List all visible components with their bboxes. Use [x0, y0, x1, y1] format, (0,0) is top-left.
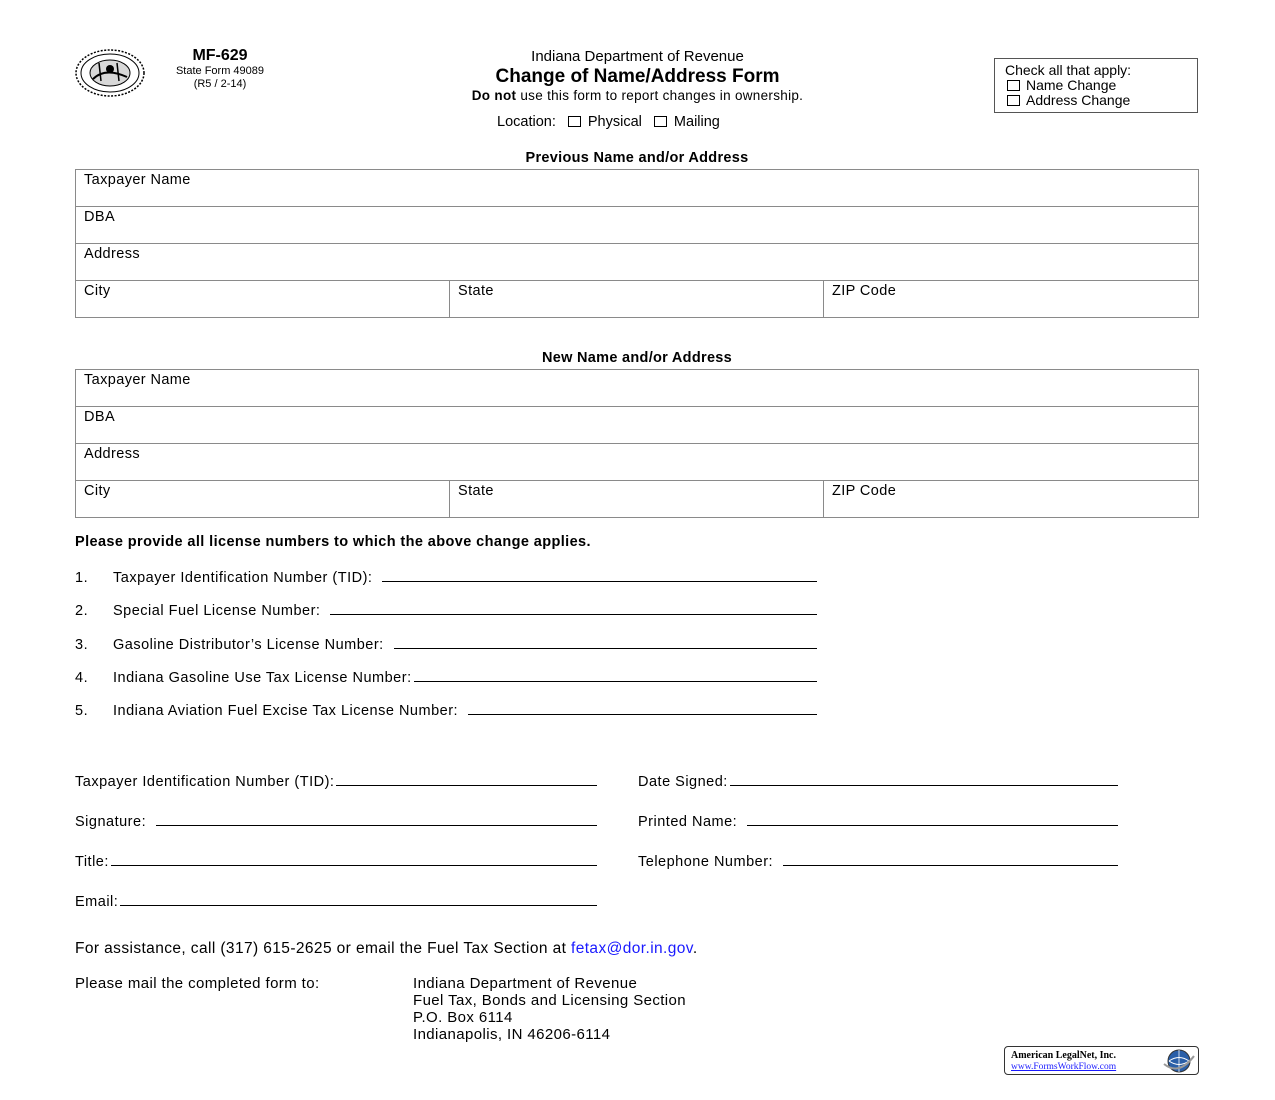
license-item — [75, 634, 817, 653]
new-section-title: New Name and/or Address — [541, 350, 733, 366]
new-zip-field[interactable]: ZIP Code — [824, 481, 1199, 518]
license-item — [75, 700, 817, 719]
legalnet-name: American LegalNet, Inc. — [1011, 1050, 1116, 1061]
address-change-label: Address Change — [1026, 92, 1131, 108]
form-note — [400, 88, 875, 104]
assistance-text — [75, 940, 698, 958]
license-number: 2. — [75, 603, 89, 619]
mailing-line: Fuel Tax, Bonds and Licensing Section — [413, 992, 687, 1009]
license-label: Taxpayer Identification Number (TID): — [113, 570, 373, 586]
special-fuel-license-line[interactable] — [330, 600, 817, 615]
title — [75, 851, 597, 870]
date-signed-label: Date Signed: — [638, 774, 728, 790]
email-line[interactable] — [120, 891, 597, 906]
signature-label: Signature: — [75, 814, 147, 830]
license-label: Indiana Gasoline Use Tax License Number: — [113, 670, 412, 686]
email — [75, 891, 597, 910]
license-item — [75, 667, 817, 686]
new-dba-field[interactable]: DBA — [76, 407, 1199, 444]
mailing-line: P.O. Box 6114 — [413, 1009, 513, 1026]
legalnet-url[interactable]: www.FormsWorkFlow.com — [1011, 1062, 1117, 1072]
title-line[interactable] — [111, 851, 597, 866]
signature — [75, 811, 597, 830]
date-signed-line[interactable] — [730, 771, 1118, 786]
form-title: Change of Name/Address Form — [495, 66, 780, 87]
assistance-period: . — [692, 940, 698, 957]
telephone-label: Telephone Number: — [638, 854, 774, 870]
location-label: Location: — [497, 114, 556, 130]
previous-section-title: Previous Name and/or Address — [525, 150, 749, 166]
previous-dba-field[interactable]: DBA — [76, 207, 1199, 244]
note-bold: Do not — [471, 88, 517, 103]
new-address-table — [75, 369, 1199, 518]
printed-name-label: Printed Name: — [638, 814, 738, 830]
license-number: 5. — [75, 703, 89, 719]
form-revision: (R5 / 2-14) — [193, 78, 247, 90]
tid-license-line[interactable] — [382, 567, 817, 582]
signature-tid — [75, 771, 597, 790]
title-label: Title: — [75, 854, 109, 870]
new-taxpayer-name-field[interactable]: Taxpayer Name — [76, 370, 1199, 407]
change-type-heading: Check all that apply: — [1005, 62, 1132, 78]
name-change-label: Name Change — [1026, 77, 1117, 93]
state-seal-icon — [75, 49, 145, 97]
mail-label: Please mail the completed form to: — [75, 975, 320, 992]
physical-checkbox[interactable] — [568, 116, 581, 127]
signature-tid-line[interactable] — [336, 771, 597, 786]
assistance-message: For assistance, call (317) 615-2625 or email the Fuel Tax Section at — [75, 940, 571, 957]
license-label: Indiana Aviation Fuel Excise Tax License Number: — [113, 703, 459, 719]
license-item — [75, 600, 817, 619]
assistance-email-link[interactable]: fetax@dor.in.gov — [571, 940, 693, 957]
license-number: 3. — [75, 637, 89, 653]
form-number: MF-629 — [192, 47, 248, 64]
location-mailing-option[interactable] — [654, 114, 720, 130]
previous-taxpayer-name-field[interactable]: Taxpayer Name — [76, 170, 1199, 207]
mailing-checkbox[interactable] — [654, 116, 667, 127]
new-city-field[interactable]: City — [76, 481, 450, 518]
previous-city-field[interactable]: City — [76, 281, 450, 318]
email-label: Email: — [75, 894, 119, 910]
state-form-number: State Form 49089 — [175, 65, 265, 77]
license-label: Special Fuel License Number: — [113, 603, 321, 619]
new-state-field[interactable]: State — [450, 481, 824, 518]
previous-zip-field[interactable]: ZIP Code — [824, 281, 1199, 318]
physical-label: Physical — [587, 114, 642, 130]
printed-name — [638, 811, 1118, 830]
mailing-line: Indiana Department of Revenue — [413, 975, 638, 992]
signature-line[interactable] — [156, 811, 597, 826]
telephone — [638, 851, 1118, 870]
aviation-fuel-license-line[interactable] — [468, 700, 817, 715]
globe-icon — [1161, 1048, 1195, 1074]
form-id-block — [160, 47, 280, 91]
note-rest: use this form to report changes in ownership. — [516, 88, 804, 103]
telephone-line[interactable] — [783, 851, 1118, 866]
date-signed — [638, 771, 1118, 790]
department-name: Indiana Department of Revenue — [531, 48, 744, 65]
previous-address-table — [75, 169, 1199, 318]
address-change-option[interactable] — [1005, 93, 1187, 108]
previous-address-field[interactable]: Address — [76, 244, 1199, 281]
mailing-line: Indianapolis, IN 46206-6114 — [413, 1026, 611, 1043]
location-physical-option[interactable] — [568, 114, 642, 130]
location-selector — [497, 114, 720, 130]
license-item — [75, 567, 817, 586]
mailing-address — [413, 975, 686, 1043]
name-change-option[interactable] — [1005, 78, 1187, 93]
address-change-checkbox[interactable] — [1007, 95, 1020, 106]
gasoline-use-tax-license-line[interactable] — [414, 667, 817, 682]
signature-tid-label: Taxpayer Identification Number (TID): — [75, 774, 335, 790]
name-change-checkbox[interactable] — [1007, 80, 1020, 91]
license-number: 4. — [75, 670, 89, 686]
printed-name-line[interactable] — [747, 811, 1118, 826]
form-header — [400, 48, 875, 104]
change-type-box — [994, 58, 1198, 113]
license-label: Gasoline Distributor’s License Number: — [113, 637, 384, 653]
previous-state-field[interactable]: State — [450, 281, 824, 318]
mailing-label: Mailing — [673, 114, 720, 130]
new-address-field[interactable]: Address — [76, 444, 1199, 481]
legalnet-badge[interactable] — [1004, 1046, 1199, 1075]
license-number: 1. — [75, 570, 89, 586]
gasoline-distributor-license-line[interactable] — [394, 634, 817, 649]
licenses-heading: Please provide all license numbers to which the above change applies. — [75, 534, 591, 550]
